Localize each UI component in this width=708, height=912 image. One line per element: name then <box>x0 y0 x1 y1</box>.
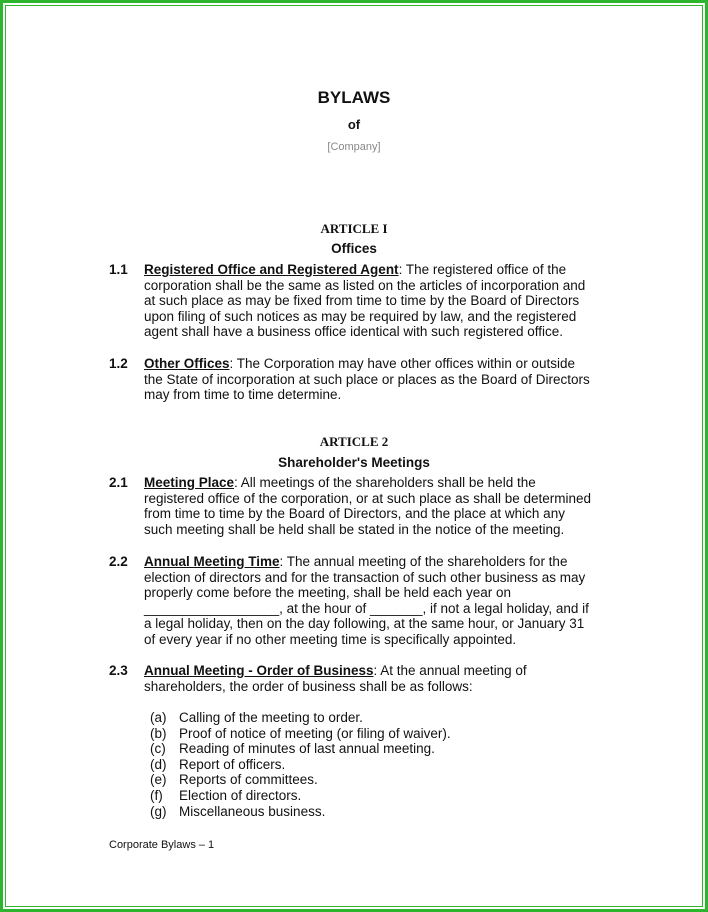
section-1-1: Registered Office and Registered Agent: The registered office of the corporation shall be the same as listed on the articles of incorporation and at such place as may be fixed from time to time by the Board of Directors upon filing of such notices as may be required by law, and the registered agent shall have a business office identical with such registered office. <box>144 262 586 340</box>
section-heading: Annual Meeting - Order of Business <box>144 663 374 678</box>
order-of-business-list <box>150 710 451 819</box>
section-number: 1.1 <box>109 262 128 277</box>
article-1-title: Offices <box>331 241 377 256</box>
list-item: (f) Election of directors. <box>150 787 302 803</box>
section-2-3: Annual Meeting - Order of Business: At the annual meeting of shareholders, the order of business shall be as follows: <box>144 663 527 694</box>
list-item: (a) Calling of the meeting to order. <box>150 710 363 725</box>
section-2-1: Meeting Place: All meetings of the shareholders shall be held the registered office of the corporation, or at such place as shall be determined from time to time by the Board of Directors, and the place at which any such meeting shall be held shall be stated in the notice of the meeting. <box>144 475 592 537</box>
page-footer: Corporate Bylaws – 1 <box>109 839 215 851</box>
company-placeholder: [Company] <box>327 141 381 153</box>
section-1-2: Other Offices: The Corporation may have other offices within or outside the State of incorporation at such place or places as the Board of Directors may from time to time determine. <box>144 356 590 403</box>
article-1-label: ARTICLE I <box>320 221 388 236</box>
section-heading: Registered Office and Registered Agent <box>144 262 399 277</box>
section-heading: Other Offices <box>144 356 230 371</box>
section-number: 1.2 <box>109 356 128 371</box>
article-2-title: Shareholder's Meetings <box>278 455 430 470</box>
section-2-2: Annual Meeting Time: The annual meeting of the shareholders for the election of directors and for the transaction of such other business as may properly come before the meeting, shall be held each year on __________________, at the hour of _______, if not a legal holiday, and if a legal holiday, then on the day following, at the same hour, or January 31 of every year if no other meeting time is specifically appointed. <box>144 554 589 647</box>
section-number: 2.3 <box>109 663 128 678</box>
list-item: (g) Miscellaneous business. <box>150 803 326 819</box>
article-2-label: ARTICLE 2 <box>319 434 389 449</box>
section-heading: Annual Meeting Time <box>144 554 280 569</box>
section-number: 2.2 <box>109 554 128 569</box>
list-item: (c) Reading of minutes of last annual meeting. <box>150 741 435 757</box>
list-item: (d) Report of officers. <box>150 756 286 772</box>
document-of: of <box>347 117 361 132</box>
section-heading: Meeting Place <box>144 475 235 490</box>
list-item: (e) Reports of committees. <box>150 772 318 788</box>
section-number: 2.1 <box>109 475 128 490</box>
document-title: BYLAWS <box>317 88 391 107</box>
list-item: (b) Proof of notice of meeting (or filing of waiver). <box>150 725 451 741</box>
